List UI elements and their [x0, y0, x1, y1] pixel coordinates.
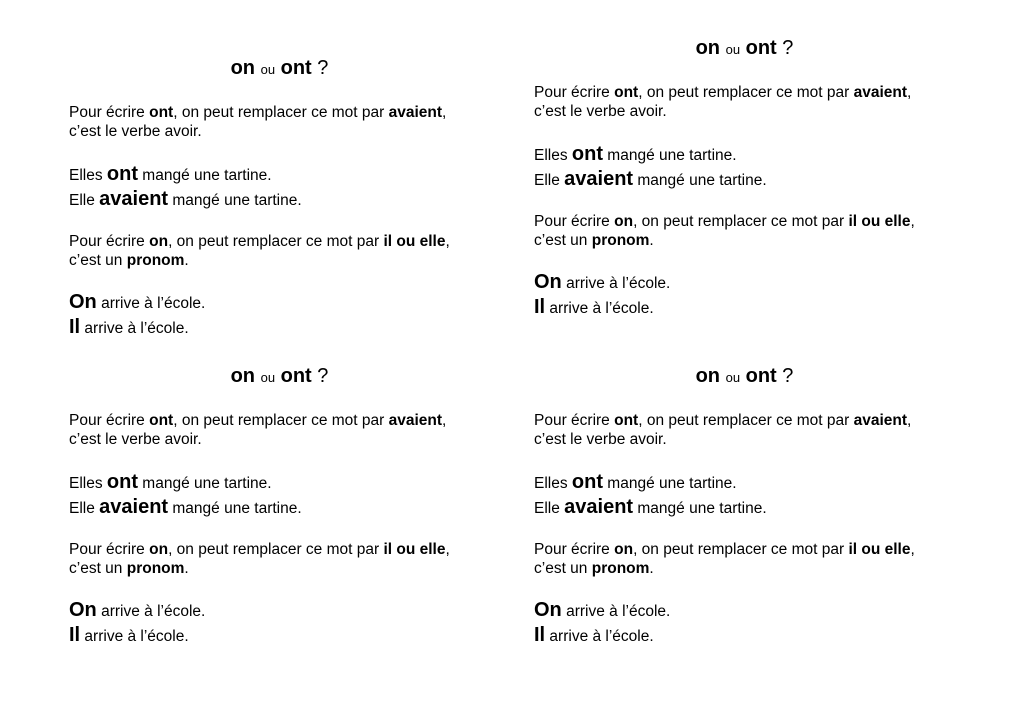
rule-text: .: [184, 252, 189, 269]
rule-text: , on peut remplacer ce mot par: [168, 233, 384, 250]
example-keyword: ont: [571, 143, 603, 165]
rule-keyword: ont: [149, 104, 174, 121]
example-text: arrive à l’école.: [561, 275, 671, 292]
example-keyword: On: [534, 271, 562, 293]
title-word-ont: ont: [745, 37, 777, 59]
example-text: mangé une tartine.: [138, 167, 272, 184]
rule-text: ,: [442, 412, 447, 429]
rule-text: ,: [442, 104, 447, 121]
rule-keyword: on: [614, 213, 634, 230]
example-text: Elle: [534, 500, 565, 517]
title-question-mark: ?: [782, 365, 794, 387]
example-keyword: On: [534, 599, 562, 621]
example-keyword: Il: [534, 624, 546, 646]
rule-keyword: avaient: [853, 412, 908, 429]
rule-text: Pour écrire: [534, 213, 615, 230]
rule-text: ,: [907, 84, 912, 101]
example-sentence: [69, 162, 272, 188]
rule-keyword: il ou elle: [383, 233, 446, 250]
rule-text: Pour écrire: [534, 84, 615, 101]
rule-text: ,: [907, 412, 912, 429]
rule-keyword: avaient: [388, 104, 443, 121]
rule-text: , on peut remplacer ce mot par: [173, 412, 389, 429]
example-text: Elles: [534, 147, 572, 164]
rule-text: , on peut remplacer ce mot par: [173, 104, 389, 121]
rule-text: Pour écrire: [534, 412, 615, 429]
rule-keyword: il ou elle: [848, 213, 911, 230]
example-keyword: On: [69, 291, 97, 313]
example-text: arrive à l’école.: [545, 628, 654, 645]
rule-keyword: pronom: [591, 232, 650, 249]
rule-text: c’est le verbe avoir.: [534, 103, 667, 120]
rule-ont-paragraph: [69, 103, 446, 141]
rule-text: Pour écrire: [69, 412, 150, 429]
rule-keyword: avaient: [853, 84, 908, 101]
example-keyword: ont: [106, 163, 138, 185]
example-text: Elles: [69, 475, 107, 492]
example-sentence: [69, 470, 272, 496]
rule-text: c’est un: [534, 560, 592, 577]
rule-text: ,: [910, 541, 915, 558]
rule-keyword: on: [149, 541, 169, 558]
rule-text: .: [184, 560, 189, 577]
example-keyword: avaient: [99, 496, 169, 518]
example-sentence: [69, 495, 302, 521]
rule-text: , on peut remplacer ce mot par: [633, 213, 849, 230]
rule-text: Pour écrire: [534, 541, 615, 558]
rule-text: Pour écrire: [69, 104, 150, 121]
example-keyword: ont: [106, 471, 138, 493]
rule-text: ,: [445, 541, 450, 558]
example-text: arrive à l’école.: [545, 300, 654, 317]
example-keyword: avaient: [564, 496, 634, 518]
card-title: [69, 364, 490, 390]
rule-keyword: il ou elle: [848, 541, 911, 558]
example-keyword: Il: [534, 296, 546, 318]
example-sentence: [69, 315, 189, 341]
example-sentence: [534, 295, 654, 321]
rule-text: c’est le verbe avoir.: [69, 431, 202, 448]
rule-on-paragraph: [534, 212, 915, 250]
example-sentence: [534, 470, 737, 496]
example-text: mangé une tartine.: [603, 147, 737, 164]
rule-text: , on peut remplacer ce mot par: [638, 412, 854, 429]
card-title: [534, 364, 955, 390]
title-word-ont: ont: [280, 57, 312, 79]
rule-on-paragraph: [69, 232, 450, 270]
example-keyword: Il: [69, 316, 81, 338]
example-text: arrive à l’école.: [80, 320, 189, 337]
example-keyword: avaient: [564, 168, 634, 190]
rule-text: , on peut remplacer ce mot par: [168, 541, 384, 558]
rule-text: , on peut remplacer ce mot par: [633, 541, 849, 558]
example-sentence: [534, 598, 670, 624]
example-text: mangé une tartine.: [633, 172, 767, 189]
example-keyword: Il: [69, 624, 81, 646]
rule-text: , on peut remplacer ce mot par: [638, 84, 854, 101]
example-text: mangé une tartine.: [603, 475, 737, 492]
example-keyword: ont: [571, 471, 603, 493]
rule-keyword: ont: [614, 412, 639, 429]
example-text: Elle: [69, 500, 100, 517]
rule-on-paragraph: [534, 540, 915, 578]
rule-text: c’est le verbe avoir.: [69, 123, 202, 140]
lesson-card-bottom-right: [534, 364, 964, 664]
rule-ont-paragraph: [69, 411, 446, 449]
rule-keyword: pronom: [126, 252, 185, 269]
example-keyword: avaient: [99, 188, 169, 210]
rule-text: ,: [910, 213, 915, 230]
example-text: arrive à l’école.: [96, 603, 206, 620]
rule-text: c’est un: [69, 560, 127, 577]
rule-keyword: pronom: [591, 560, 650, 577]
title-word-on: on: [695, 37, 721, 59]
example-text: arrive à l’école.: [96, 295, 206, 312]
example-text: mangé une tartine.: [168, 500, 302, 517]
rule-keyword: avaient: [388, 412, 443, 429]
example-keyword: On: [69, 599, 97, 621]
example-text: Elles: [534, 475, 572, 492]
title-word-ont: ont: [745, 365, 777, 387]
example-text: mangé une tartine.: [138, 475, 272, 492]
title-word-ou: ou: [725, 370, 741, 385]
rule-text: c’est un: [534, 232, 592, 249]
example-sentence: [534, 623, 654, 649]
title-word-ou: ou: [260, 370, 276, 385]
rule-on-paragraph: [69, 540, 450, 578]
example-sentence: [534, 495, 767, 521]
example-sentence: [534, 270, 670, 296]
example-sentence: [69, 598, 205, 624]
rule-keyword: pronom: [126, 560, 185, 577]
title-question-mark: ?: [782, 37, 794, 59]
example-sentence: [69, 290, 205, 316]
lesson-card-top-left: [69, 56, 499, 356]
example-text: Elles: [69, 167, 107, 184]
rule-text: c’est un: [69, 252, 127, 269]
rule-text: ,: [445, 233, 450, 250]
title-word-on: on: [230, 365, 256, 387]
rule-keyword: il ou elle: [383, 541, 446, 558]
example-sentence: [534, 142, 737, 168]
title-word-ont: ont: [280, 365, 312, 387]
example-text: Elle: [534, 172, 565, 189]
rule-text: c’est le verbe avoir.: [534, 431, 667, 448]
example-text: arrive à l’école.: [80, 628, 189, 645]
example-text: Elle: [69, 192, 100, 209]
example-sentence: [69, 623, 189, 649]
example-sentence: [69, 187, 302, 213]
lesson-card-bottom-left: [69, 364, 499, 664]
title-word-ou: ou: [260, 62, 276, 77]
rule-keyword: on: [614, 541, 634, 558]
title-word-ou: ou: [725, 42, 741, 57]
title-question-mark: ?: [317, 57, 329, 79]
example-text: mangé une tartine.: [168, 192, 302, 209]
example-sentence: [534, 167, 767, 193]
example-text: mangé une tartine.: [633, 500, 767, 517]
title-question-mark: ?: [317, 365, 329, 387]
title-word-on: on: [695, 365, 721, 387]
rule-text: .: [649, 232, 654, 249]
rule-ont-paragraph: [534, 83, 911, 121]
card-title: [69, 56, 490, 82]
rule-keyword: ont: [149, 412, 174, 429]
lesson-card-top-right: [534, 36, 964, 336]
title-word-on: on: [230, 57, 256, 79]
rule-keyword: ont: [614, 84, 639, 101]
card-title: [534, 36, 955, 62]
rule-text: Pour écrire: [69, 233, 150, 250]
rule-text: .: [649, 560, 654, 577]
rule-ont-paragraph: [534, 411, 911, 449]
example-text: arrive à l’école.: [561, 603, 671, 620]
rule-text: Pour écrire: [69, 541, 150, 558]
rule-keyword: on: [149, 233, 169, 250]
